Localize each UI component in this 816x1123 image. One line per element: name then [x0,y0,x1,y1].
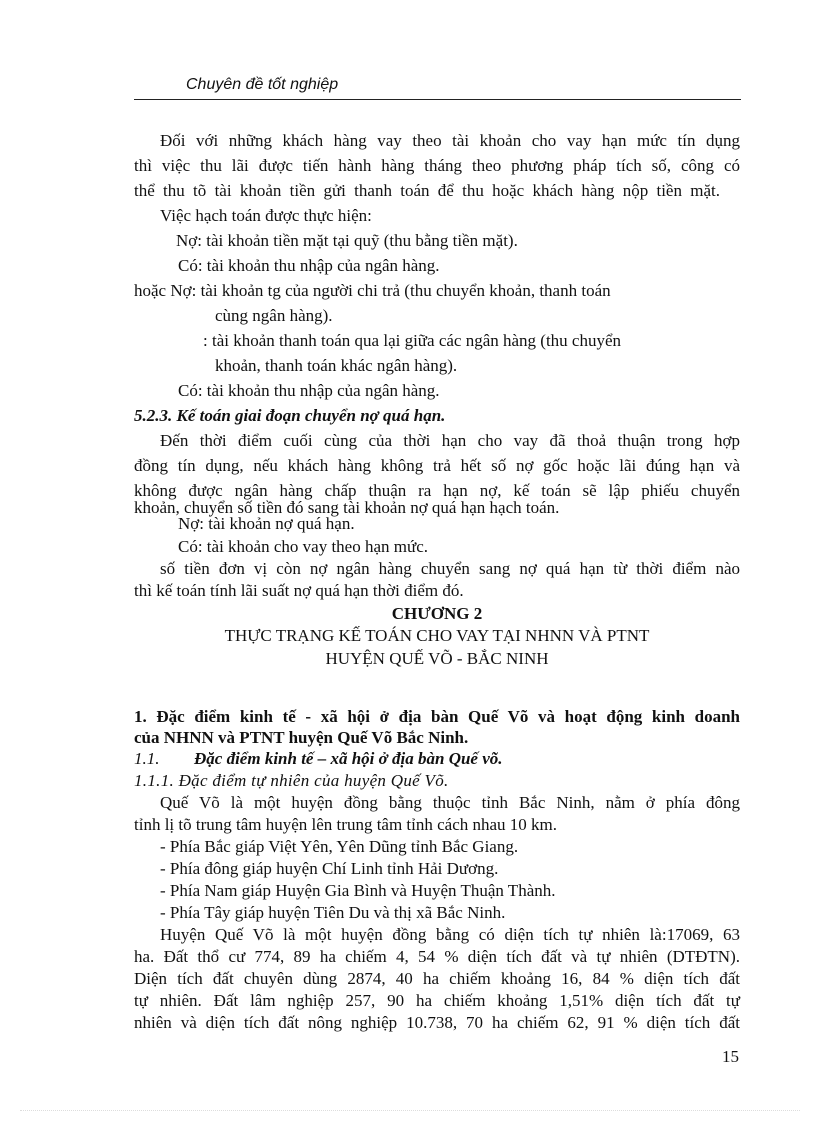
subsection-title: Đặc điểm kinh tế – xã hội ở địa bàn Quế võ. [194,749,503,768]
list-item: - Phía đông giáp huyện Chí Linh tỉnh Hải Dương. [160,859,499,878]
section-heading: 1. Đặc điểm kinh tế - xã hội ở địa bàn Quế Võ và hoạt động kinh doanh [134,707,740,726]
body-line: thì kế toán tính lãi suất nợ quá hạn thời điểm đó. [134,581,464,600]
body-line: số tiền đơn vị còn nợ ngân hàng chuyển sang nợ quá hạn từ thời điểm nào [160,559,740,578]
body-line: đồng tín dụng, nếu khách hàng không trả hết số nợ gốc hoặc lãi đúng hạn và [134,456,740,475]
entry-line: Nợ: tài khoản tiền mặt tại quỹ (thu bằng tiền mặt). [176,231,518,250]
subsubsection-title: 1.1.1. Đặc điểm tự nhiên của huyện Quế Võ. [134,771,449,790]
entry-line: Có: tài khoản thu nhập của ngân hàng. [178,256,440,275]
body-line: Đối với những khách hàng vay theo tài khoản cho vay hạn mức tín dụng [160,131,740,150]
body-line: Việc hạch toán được thực hiện: [160,206,372,225]
entry-line: : tài khoản thanh toán qua lại giữa các ngân hàng (thu chuyển [203,331,622,350]
body-line: thể thu tõ tài khoản tiền gửi thanh toán để thu hoặc khách hàng nộp tiền mặt. [134,181,720,200]
body-line: ha. Đất thổ cư 774, 89 ha chiếm 4, 54 % diện tích đất và tự nhiên (DTĐTN). [134,947,740,966]
body-line: Quế Võ là một huyện đồng bằng thuộc tỉnh Bắc Ninh, nằm ở phía đông [160,793,740,812]
section-heading: của NHNN và PTNT huyện Quế Võ Bắc Ninh. [134,728,469,747]
entry-line: Có: tài khoản thu nhập của ngân hàng. [178,381,440,400]
running-header: Chuyên đề tốt nghiệp [186,76,339,93]
chapter-title: HUYỆN QUẾ VÕ - BẮC NINH [325,649,549,668]
list-item: - Phía Nam giáp Huyện Gia Bình và Huyện Thuận Thành. [160,881,556,900]
entry-line: Có: tài khoản cho vay theo hạn mức. [178,537,428,556]
body-line: nhiên và diện tích đất nông nghiệp 10.738, 70 ha chiếm 62, 91 % diện tích đất [134,1013,740,1032]
section-heading: 5.2.3. Kế toán giai đoạn chuyển nợ quá hạn. [134,406,446,425]
chapter-number: CHƯƠNG 2 [391,604,483,623]
entry-line: hoặc Nợ: tài khoản tg của người chi trả (thu chuyển khoản, thanh toán [134,281,611,300]
list-item: - Phía Tây giáp huyện Tiên Du và thị xã Bắc Ninh. [160,903,506,922]
body-line: thì việc thu lãi được tiến hành hàng tháng theo phương pháp tích số, công có [134,156,740,175]
page-number: 15 [722,1047,739,1066]
body-line: tự nhiên. Đất lâm nghiệp 257, 90 ha chiếm khoảng 1,51% diện tích đất tự [134,991,740,1010]
list-item: - Phía Bắc giáp Việt Yên, Yên Dũng tỉnh Bắc Giang. [160,837,519,856]
entry-line: khoản, thanh toán khác ngân hàng). [215,356,458,375]
chapter-title: THỰC TRẠNG KẾ TOÁN CHO VAY TẠI NHNN VÀ PTNT [224,626,650,645]
body-line: Huyện Quế Võ là một huyện đồng bằng có diện tích tự nhiên là:17069, 63 [160,925,740,944]
subsection-number: 1.1. [134,749,160,768]
footer-border [20,1110,800,1111]
entry-line: Nợ: tài khoản nợ quá hạn. [178,514,355,533]
entry-line: cùng ngân hàng). [215,306,333,325]
header-rule [134,99,741,100]
body-line: tỉnh lị tõ trung tâm huyện lên trung tâm tỉnh cách nhau 10 km. [134,815,558,834]
body-line: không được ngân hàng chấp thuận ra hạn nợ, kế toán sẽ lập phiếu chuyển [134,481,740,500]
body-line: Đến thời điểm cuối cùng của thời hạn cho vay đã thoả thuận trong hợp [160,431,740,450]
body-line: khoản, chuyển số tiền đó sang tài khoản nợ quá hạn hạch toán. [134,498,560,517]
body-line: Diện tích đất chuyên dùng 2874, 40 ha chiếm khoảng 16, 84 % diện tích đất [134,969,740,988]
